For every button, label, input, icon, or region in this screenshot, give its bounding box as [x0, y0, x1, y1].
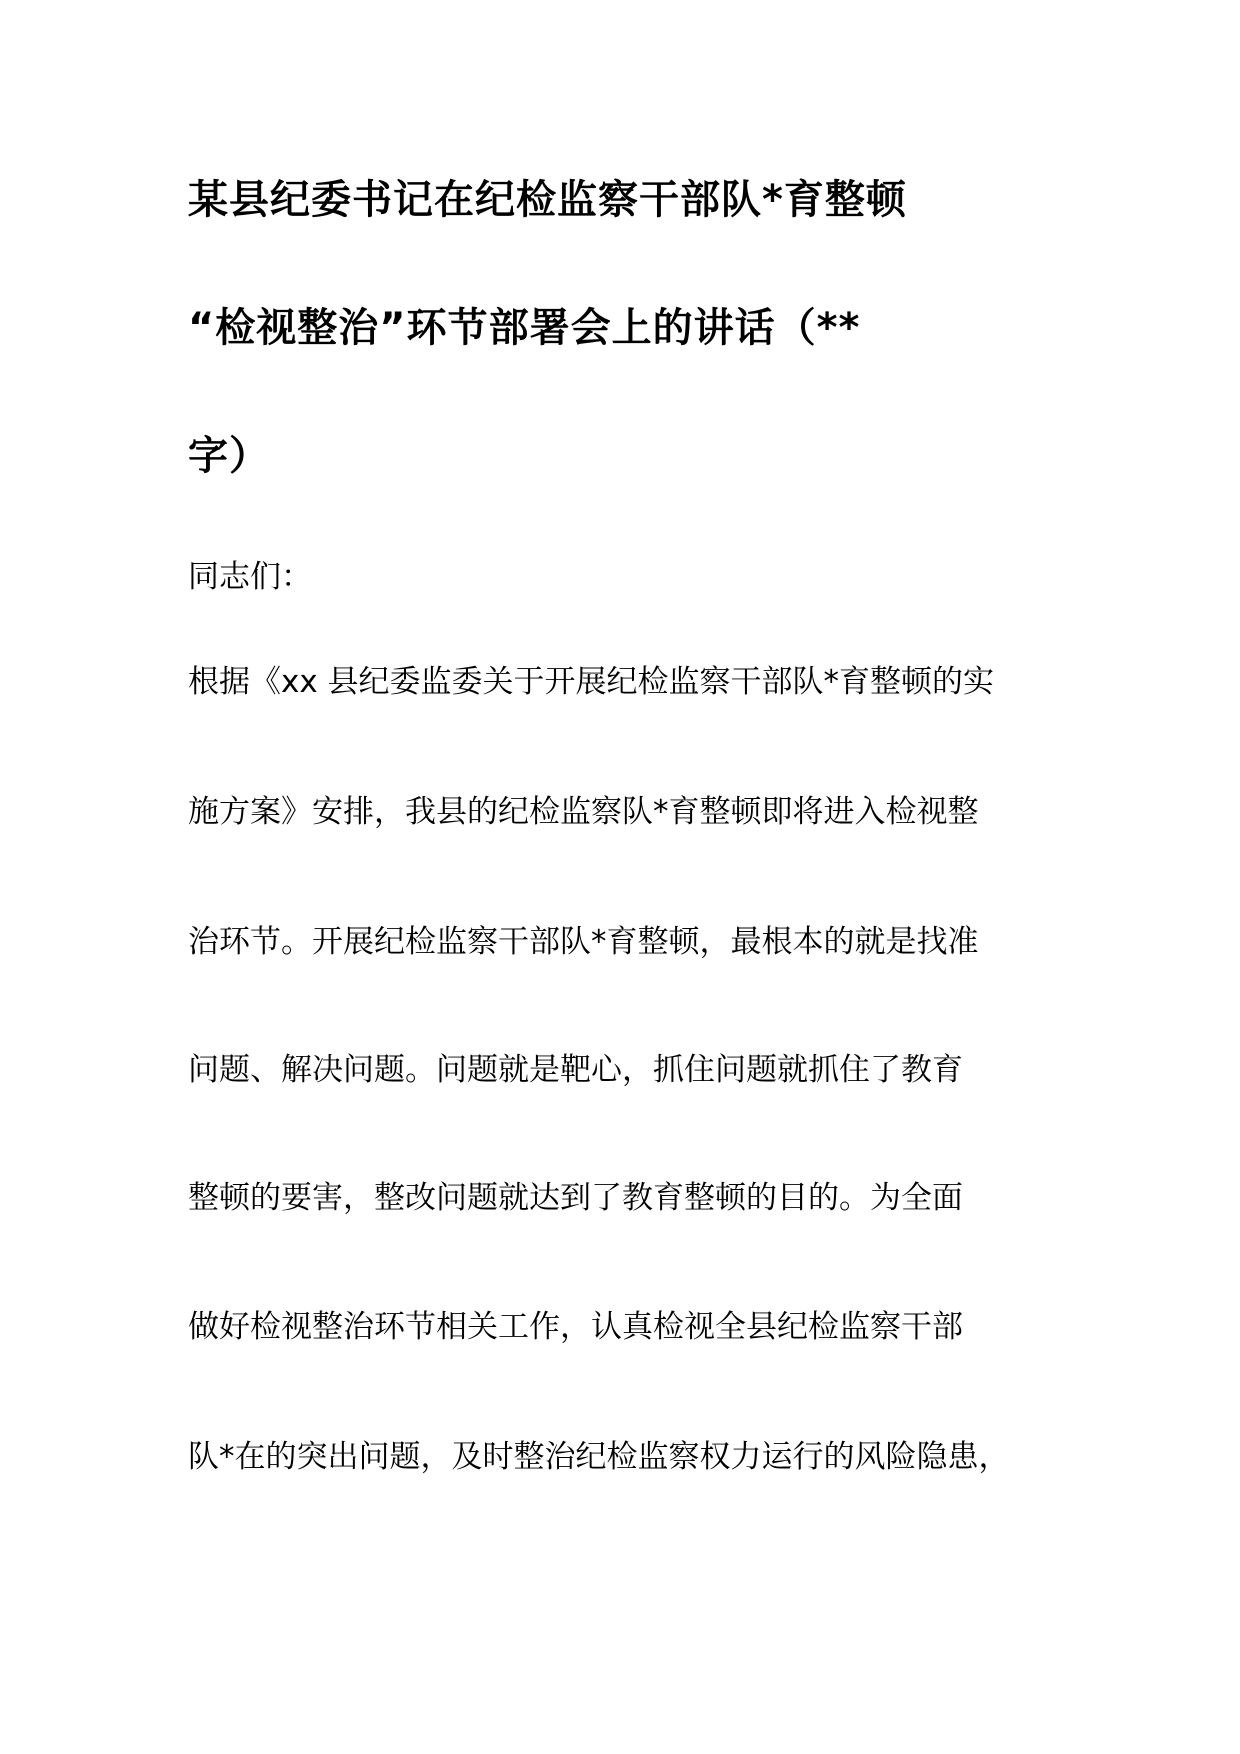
salutation: 同志们：	[188, 559, 312, 595]
document-title-line-1: 某县纪委书记在纪检监察干部队*育整顿	[188, 177, 907, 223]
body-line-7: 队*在的突出问题，及时整治纪检监察权力运行的风险隐患，	[188, 1439, 1010, 1475]
body-line-5: 整顿的要害，整改问题就达到了教育整顿的目的。为全面	[188, 1180, 963, 1216]
document-title-line-2: “检视整治”环节部署会上的讲话（**	[188, 305, 861, 351]
body-line-3: 治环节。开展纪检监察干部队*育整顿，最根本的就是找准	[188, 924, 979, 960]
body-line-6: 做好检视整治环节相关工作，认真检视全县纪检监察干部	[188, 1309, 963, 1345]
document-title-line-3: 字）	[188, 433, 270, 479]
body-line-1: 根据《xx 县纪委监委关于开展纪检监察干部队*育整顿的实	[188, 664, 995, 700]
body-line-4: 问题、解决问题。问题就是靶心，抓住问题就抓住了教育	[188, 1052, 963, 1088]
body-line-2: 施方案》安排，我县的纪检监察队*育整顿即将进入检视整	[188, 794, 979, 830]
